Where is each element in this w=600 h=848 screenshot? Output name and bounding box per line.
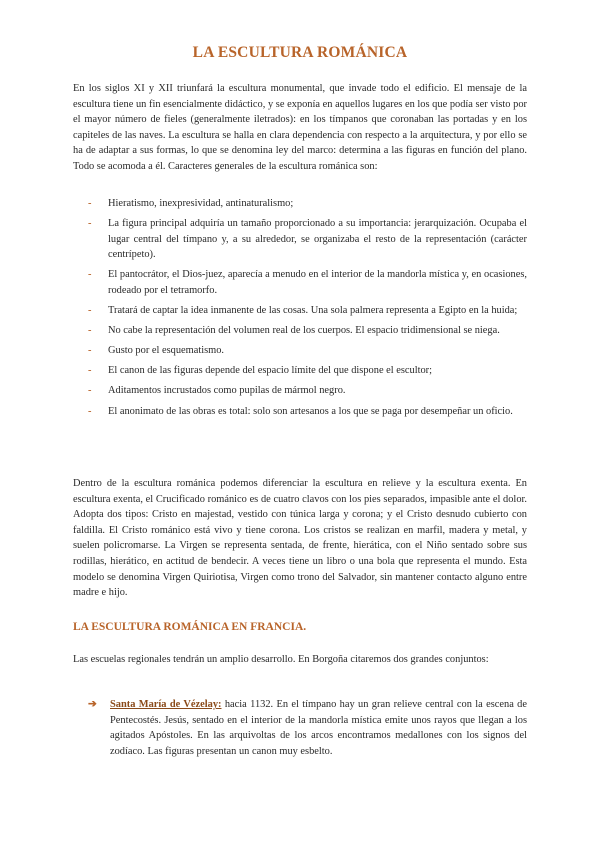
dash-bullet-icon: -: [88, 269, 92, 281]
list-item-text: No cabe la representación del volumen real de los cuerpos. El espacio tridimensional se niega.: [108, 325, 500, 337]
list-item-text: Aditamentos incrustados como pupilas de mármol negro.: [108, 385, 346, 397]
list-item: [88, 303, 527, 319]
list-item: [88, 196, 527, 212]
list-item-text: Gusto por el esquematismo.: [108, 345, 225, 357]
list-item-text: El anonimato de las obras es total: solo son artesanos a los que se paga por desempeñar un oficio.: [108, 405, 513, 417]
list-item: [88, 267, 527, 298]
example-title: Santa María de Vézelay:: [110, 699, 222, 710]
dash-bullet-icon: -: [88, 365, 92, 377]
examples-list: [88, 697, 527, 759]
list-item: [88, 383, 527, 399]
list-item-text: Tratará de captar la idea inmanente de las cosas. Una sola palmera representa a Egipto en la huida;: [108, 305, 518, 317]
dash-bullet-icon: -: [88, 218, 92, 230]
example-text: hacia 1132. En el tímpano hay un gran relieve central con la escena de Pentecostés. Jesús, sentado en el interior de la mandorla mística emite unos rayos que llegan a los agitados Apóstoles. En las arquivoltas de los arcos encontramos medallones con los signos del zodíaco. Las figuras presentan un canon muy esbelto.: [110, 699, 527, 757]
dash-bullet-icon: -: [88, 385, 92, 397]
intro-paragraph: En los siglos XI y XII triunfará la escultura monumental, que invade todo el edificio. El mensaje de la escultura tiene un fin esencialmente didáctico, y se exponía en aquellos lugares en los que podía ser visto por el mayor número de fieles (generalmente iletrados): en los tímpanos que coronaban las portadas y en los capiteles de las naves. La escultura se halla en clara dependencia con respecto a la arquitectura, y por ello se ha de adaptar a sus formas, lo que se denomina ley del marco: determina a las figuras en función del plano. Todo se acomoda a él. Caracteres generales de la escultura románica son:: [73, 83, 527, 172]
list-item-text: La figura principal adquiría un tamaño proporcionado a su importancia: jerarquización. Ocupaba el lugar central del tímpano y, a su alrededor, se organizaba el resto de la representación (carácter centrípeto).: [108, 218, 527, 261]
list-item: [88, 363, 527, 379]
sculpture-types-paragraph: Dentro de la escultura románica podemos diferenciar la escultura en relieve y la escultura exenta. En escultura exenta, el Crucificado románico es de cuatro clavos con los pies separados, impasible ante el dolor. Adopta dos tipos: Cristo en majestad, vestido con túnica larga y corona; y el Cristo desnudo cubierto con faldilla. El Cristo románico está vivo y tiene corona. Los cristos se realizan en marfil, madera y metal, y suelen policromarse. La Virgen se representa sentada, de frente, hierática, con el Niño sentado sobre sus rodillas, hierático, en actitud de bendecir. A veces tiene un libro o una bola que representa el mundo. Esta modelo se denomina Virgen Quiriotisa, Virgen como trono del Salvador, sin mantener contacto alguno entre madre e hijo.: [73, 478, 527, 599]
list-item-text: El pantocrátor, el Dios-juez, aparecía a menudo en el interior de la mandorla mística y, en ocasiones, rodeado por el tetramorfo.: [108, 269, 527, 296]
list-item: [88, 323, 527, 339]
page-title: LA ESCULTURA ROMÁNICA: [192, 44, 408, 61]
dash-bullet-icon: -: [88, 305, 92, 317]
characteristics-list: [88, 196, 527, 424]
regional-schools-paragraph: Las escuelas regionales tendrán un amplio desarrollo. En Borgoña citaremos dos grandes conjuntos:: [73, 654, 489, 665]
list-item-text: El canon de las figuras depende del espacio límite del que dispone el escultor;: [108, 365, 433, 377]
list-item: [88, 343, 527, 359]
dash-bullet-icon: -: [88, 345, 92, 357]
list-item-text: Hieratismo, inexpresividad, antinaturalismo;: [108, 198, 294, 209]
list-item: [88, 404, 527, 420]
list-item: [88, 216, 527, 263]
arrow-right-icon: ➔: [88, 699, 97, 710]
dash-bullet-icon: -: [88, 405, 92, 417]
dash-bullet-icon: -: [88, 198, 92, 209]
list-item: [88, 697, 527, 759]
dash-bullet-icon: -: [88, 325, 92, 337]
section-heading: LA ESCULTURA ROMÁNICA EN FRANCIA.: [73, 621, 307, 633]
